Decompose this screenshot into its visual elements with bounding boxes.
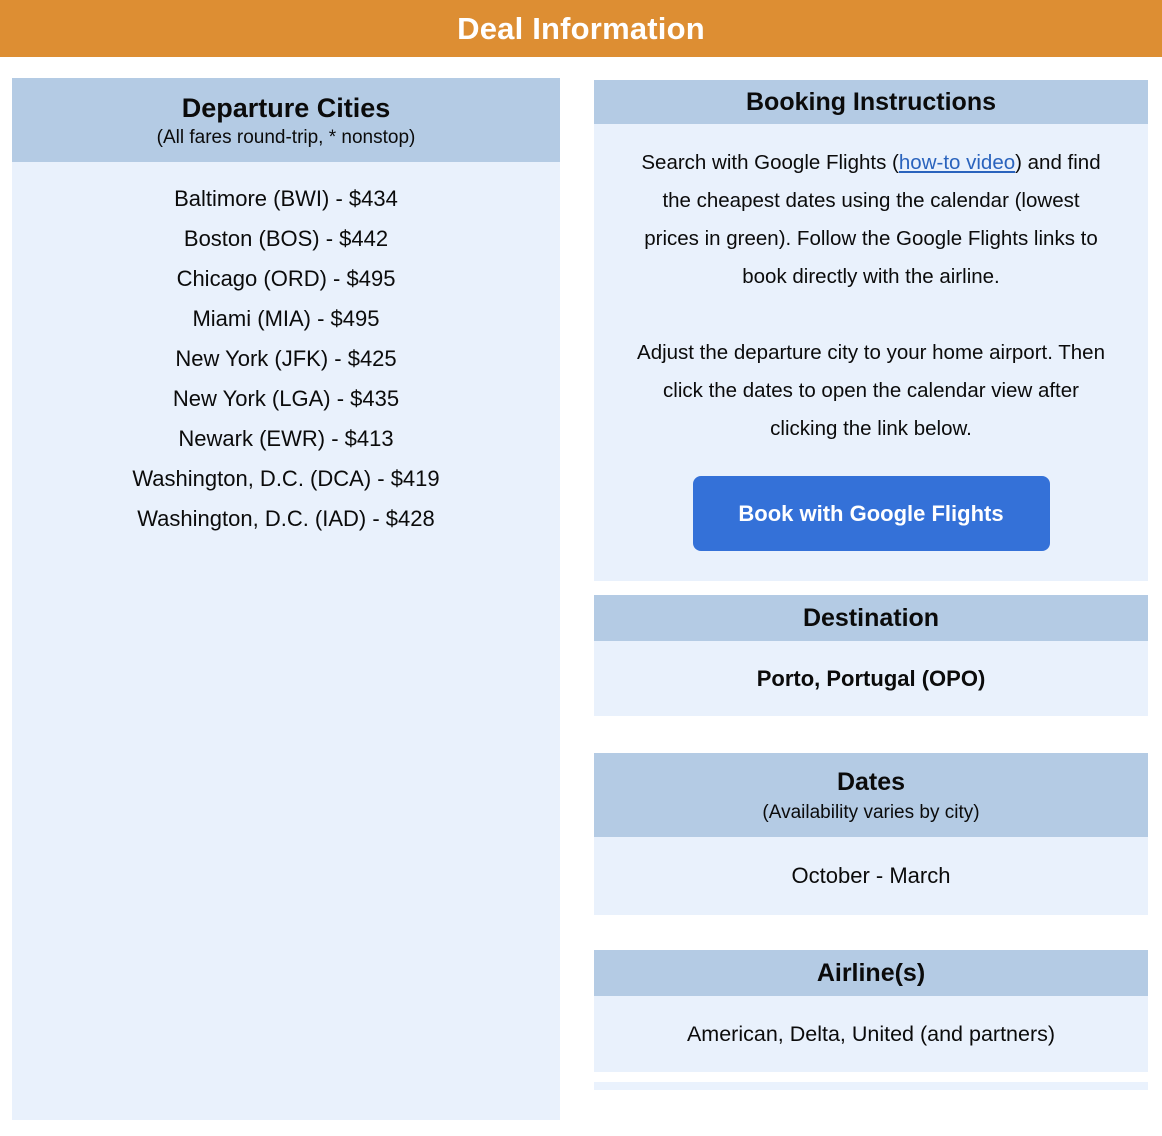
departure-city-item: Washington, D.C. (IAD) - $428: [137, 506, 435, 531]
departure-city-item: Chicago (ORD) - $495: [176, 266, 396, 291]
page-banner: [0, 0, 1162, 57]
departure-cities-body: [12, 162, 560, 1120]
departure-cities-subtitle: (All fares round-trip, * nonstop): [156, 127, 416, 148]
book-with-google-flights-button[interactable]: Book with Google Flights: [693, 476, 1050, 551]
booking-instructions-title: Booking Instructions: [746, 88, 996, 116]
airlines-value: American, Delta, United (and partners): [594, 996, 1148, 1072]
dates-header: [594, 753, 1148, 837]
booking-instructions-panel: [594, 80, 1148, 581]
content-area: [0, 57, 1162, 1120]
dates-title: Dates: [836, 768, 906, 796]
departure-city-item: New York (JFK) - $425: [175, 346, 397, 371]
departure-city-item: Boston (BOS) - $442: [183, 226, 389, 251]
how-to-video-link[interactable]: how-to video: [898, 151, 1016, 174]
right-column: [594, 80, 1148, 1120]
departure-city-item: Baltimore (BWI) - $434: [174, 186, 398, 211]
airlines-panel: [594, 950, 1148, 1072]
departure-city-list: [12, 179, 560, 539]
booking-text-after-link: ) and find the cheapest dates using the calendar (lowest prices in green). Follow the Google Flights links to book directly with the airline.: [644, 151, 1101, 288]
airlines-title: Airline(s): [816, 959, 926, 987]
departure-city-item: Newark (EWR) - $413: [178, 426, 394, 451]
page-title: Deal Information: [457, 10, 705, 46]
booking-instructions-body: [594, 124, 1148, 581]
dates-value: October - March: [594, 837, 1148, 915]
dates-panel: [594, 753, 1148, 915]
booking-text-before-link: Search with Google Flights (: [641, 151, 899, 174]
departure-cities-header: [12, 78, 560, 162]
airlines-header: [594, 950, 1148, 996]
departure-city-item: New York (LGA) - $435: [172, 386, 400, 411]
departure-cities-panel: [12, 78, 560, 1120]
booking-paragraph-2: Adjust the departure city to your home airport. Then click the dates to open the calendar view after clicking the link below.: [637, 341, 1105, 440]
dates-subtitle: (Availability varies by city): [762, 802, 980, 823]
destination-header: [594, 595, 1148, 641]
next-panel-sliver: [594, 1082, 1148, 1090]
destination-value: Porto, Portugal (OPO): [594, 641, 1148, 716]
destination-panel: [594, 595, 1148, 716]
destination-title: Destination: [802, 604, 940, 632]
booking-paragraph-1: [634, 144, 1108, 296]
departure-cities-title: Departure Cities: [181, 93, 391, 123]
departure-city-item: Miami (MIA) - $495: [192, 306, 380, 331]
booking-instructions-header: [594, 80, 1148, 124]
departure-city-item: Washington, D.C. (DCA) - $419: [132, 466, 440, 491]
